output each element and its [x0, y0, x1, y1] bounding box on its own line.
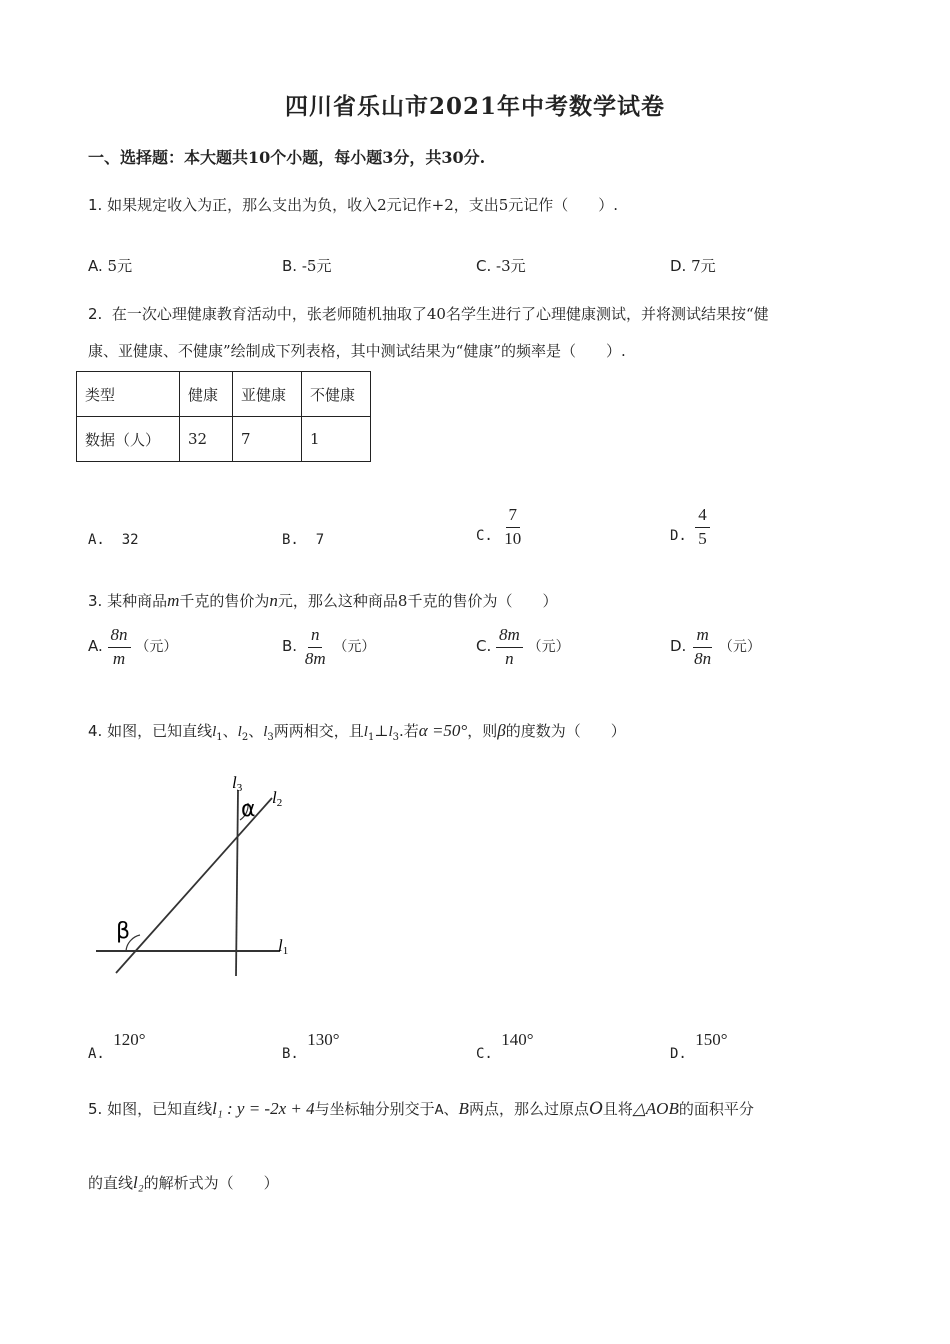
q2-option-d: D. $\frac{4}{5}$ [670, 506, 710, 548]
fraction: $\frac{n}{8m}$ [304, 625, 326, 668]
question-2-line-2: 康、亚健康、不健康”绘制成下列表格，其中测试结果为“健康”的频率是（ ）. [88, 342, 626, 360]
q2-option-a: A. 32 [88, 532, 139, 548]
q3-option-b: B. $\frac{n}{8m}$ （元） [282, 625, 376, 668]
line-l2 [116, 798, 272, 973]
table-header-row [77, 372, 371, 417]
q4-option-d: D. 150° [670, 1030, 728, 1062]
label-l3: l3 [232, 773, 243, 794]
fraction: $\frac{4}{5}$ [695, 506, 710, 548]
page-title: 四川省乐山市2021年中考数学试卷 [284, 93, 665, 120]
table-row [77, 417, 371, 462]
table-header-cell: 不健康 [302, 372, 371, 417]
q4-option-b: B. 130° [282, 1030, 340, 1062]
lines-figure [88, 770, 318, 985]
fraction: $\frac{8m}{n}$ [496, 626, 523, 668]
q3-option-a: A. $\frac{8n}{m}$ （元） [88, 625, 178, 668]
section-heading: 一、选择题：本大题共10个小题，每小题3分，共30分. [88, 148, 486, 167]
q3-option-c: C. $\frac{8m}{n}$ （元） [476, 625, 570, 668]
q2-option-b: B. 7 [282, 532, 325, 548]
label-l1: l1 [278, 936, 289, 957]
table-header-cell: 健康 [180, 372, 233, 417]
question-4: 4. 如图，已知直线$l_1$、$l_2$、$l_3$两两相交，且$l_1\perp l_3$.若α =50°，则β的度数为（ ） [88, 721, 626, 743]
table-cell: 7 [233, 417, 302, 462]
label-alpha: α [241, 797, 256, 822]
data-table [76, 371, 371, 462]
question-5-line-2: 的直线l₂的解析式为（ ） [88, 1173, 279, 1192]
table-cell: 数据（人） [77, 417, 180, 462]
question-number: 1. [88, 196, 103, 214]
question-3: 3. 某种商品m千克的售价为n元，那么这种商品8千克的售价为（ ） [88, 591, 558, 610]
q1-option-b: B. -5元 [282, 257, 332, 275]
q4-option-c: C. 140° [476, 1030, 534, 1062]
q1-option-c: C. -3元 [476, 257, 526, 275]
q4-option-a: A. 120° [88, 1030, 146, 1062]
table-cell: 1 [302, 417, 371, 462]
question-text: 如果规定收入为正，那么支出为负，收入2元记作+2，支出5元记作（ ）. [107, 196, 619, 214]
label-l2: l2 [272, 788, 283, 809]
line-l3 [236, 790, 238, 976]
q1-option-a: A. 5元 [88, 257, 133, 275]
question-5-line-1: 5. 如图，已知直线l₁ : y = -2x + 4与坐标轴分别交于A、B两点，那么过原点O且将△AOB的面积平分 [88, 1098, 754, 1119]
q2-option-c: C. $\frac{7}{10}$ [476, 506, 524, 548]
fraction: $\frac{7}{10}$ [504, 505, 522, 548]
question-1 [88, 194, 618, 215]
label-beta: β [116, 919, 131, 944]
table-header-cell: 类型 [77, 372, 180, 417]
q1-option-d: D. 7元 [670, 257, 716, 275]
table-header-cell: 亚健康 [233, 372, 302, 417]
fraction: $\frac{8n}{m}$ [108, 626, 131, 668]
fraction: $\frac{m}{8n}$ [694, 625, 712, 668]
q3-option-d: D. $\frac{m}{8n}$ （元） [670, 625, 761, 668]
table-cell: 32 [180, 417, 233, 462]
question-2-line-1: 2. 在一次心理健康教育活动中，张老师随机抽取了40名学生进行了心理健康测试，并将测试结果按“健 [88, 305, 769, 323]
